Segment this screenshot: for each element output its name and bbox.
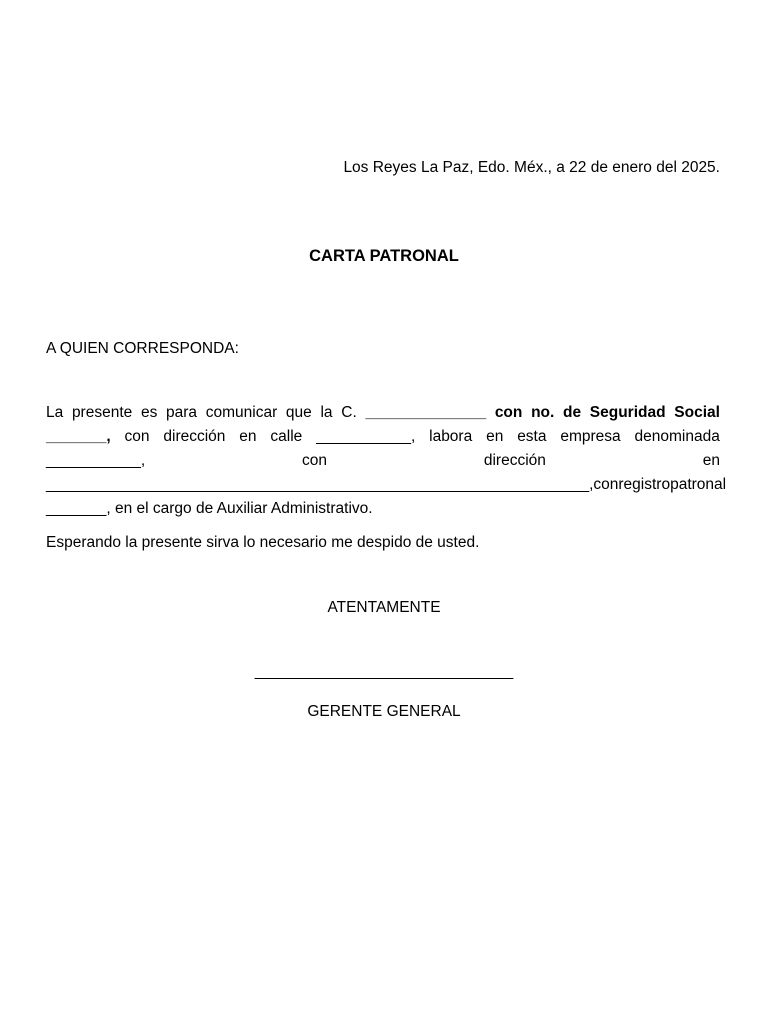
word: en [486, 428, 504, 445]
word: C. [341, 404, 357, 421]
word: labora [429, 428, 473, 445]
word: denominada [634, 428, 720, 445]
street-blank: ___________, [316, 428, 416, 445]
word: en [702, 452, 720, 469]
body-line-5: _______, en el cargo de Auxiliar Administrativo. [46, 500, 373, 517]
body-paragraph [46, 401, 727, 521]
valediction: ATENTAMENTE [327, 599, 441, 616]
word: patronal [670, 476, 727, 493]
body-line-3 [46, 449, 720, 473]
signer-title: GERENTE GENERAL [307, 703, 461, 720]
word: con [593, 476, 619, 493]
closing-sentence: Esperando la presente sirva lo necesario me despido de usted. [46, 534, 480, 551]
body-line-1 [46, 401, 720, 425]
word: con [494, 404, 523, 421]
word: con [302, 452, 327, 469]
word: dirección [163, 428, 226, 445]
word: es [140, 404, 158, 421]
word: registro [618, 476, 671, 493]
word: no. [531, 404, 555, 421]
body-line-2 [46, 425, 720, 449]
word: calle [270, 428, 303, 445]
word: la [320, 404, 333, 421]
word: esta [517, 428, 547, 445]
word: presente [71, 404, 133, 421]
word: de [563, 404, 582, 421]
word: dirección [483, 452, 546, 469]
company-address-blank: _______________________________________________________________, [46, 476, 594, 493]
signature-line: ______________________________ [254, 663, 514, 680]
employee-name-blank: ______________ [365, 404, 487, 421]
company-name-blank: ___________, [46, 452, 146, 469]
word: La [46, 404, 64, 421]
word: con [124, 428, 150, 445]
nss-blank: _______, [46, 428, 111, 445]
word: Seguridad [589, 404, 666, 421]
word: empresa [560, 428, 621, 445]
word: Social [674, 404, 720, 421]
place-date: Los Reyes La Paz, Edo. Méx., a 22 de enero del 2025. [343, 159, 720, 176]
word: para [166, 404, 198, 421]
word: que [285, 404, 312, 421]
word: en [239, 428, 257, 445]
word: comunicar [205, 404, 278, 421]
letter-title: CARTA PATRONAL [309, 247, 459, 265]
salutation: A QUIEN CORRESPONDA: [46, 340, 239, 357]
body-line-4 [46, 473, 727, 497]
